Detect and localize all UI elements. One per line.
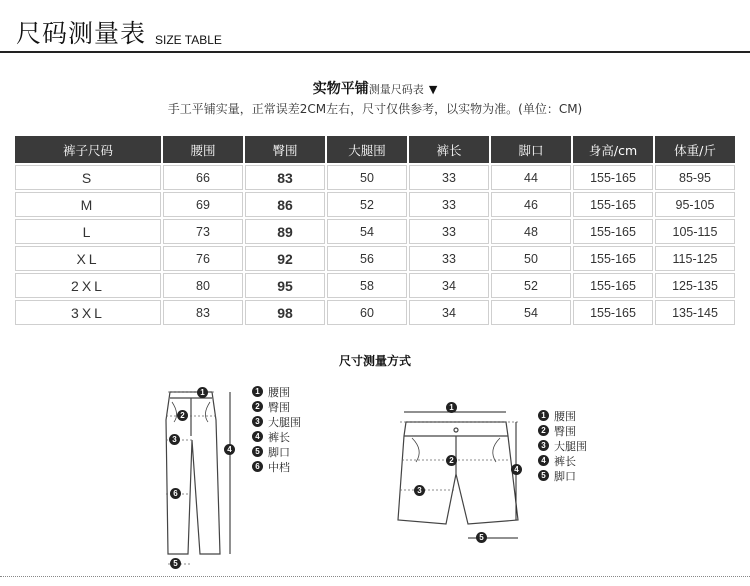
legend-item: 2 臀围 bbox=[538, 423, 587, 438]
cell-size: S bbox=[15, 165, 161, 190]
cell-waist: 83 bbox=[163, 300, 243, 325]
cell-height: 155-165 bbox=[573, 165, 653, 190]
pants-marker-5: 5 bbox=[170, 558, 181, 569]
legend-item: 4 裤长 bbox=[538, 453, 587, 468]
header-hem: 脚口 bbox=[491, 136, 571, 163]
cell-length: 33 bbox=[409, 219, 489, 244]
legend-item: 5 脚口 bbox=[252, 444, 301, 459]
cell-hem: 44 bbox=[491, 165, 571, 190]
number-5-icon: 5 bbox=[538, 470, 549, 481]
legend-item: 1 腰围 bbox=[252, 384, 301, 399]
section-title bbox=[0, 78, 750, 98]
legend-item: 3 大腿围 bbox=[252, 414, 301, 429]
header-divider bbox=[0, 51, 750, 53]
cell-thigh: 56 bbox=[327, 246, 407, 271]
cell-size: L bbox=[15, 219, 161, 244]
cell-size: 3XL bbox=[15, 300, 161, 325]
cell-waist: 80 bbox=[163, 273, 243, 298]
section-title-small: 测量尺码表 bbox=[368, 83, 424, 96]
pants-marker-3: 3 bbox=[169, 434, 180, 445]
number-6-icon: 6 bbox=[252, 461, 263, 472]
down-triangle-icon: ▼ bbox=[428, 83, 438, 96]
bottom-divider bbox=[0, 576, 750, 577]
cell-length: 34 bbox=[409, 300, 489, 325]
cell-weight: 125-135 bbox=[655, 273, 735, 298]
page-header bbox=[0, 0, 750, 52]
cell-height: 155-165 bbox=[573, 219, 653, 244]
pants-legend bbox=[252, 384, 301, 474]
number-2-icon: 2 bbox=[538, 425, 549, 436]
table-row bbox=[15, 219, 735, 244]
cell-hip: 98 bbox=[245, 300, 325, 325]
cell-hem: 54 bbox=[491, 300, 571, 325]
cell-weight: 95-105 bbox=[655, 192, 735, 217]
header-thigh: 大腿围 bbox=[327, 136, 407, 163]
number-4-icon: 4 bbox=[538, 455, 549, 466]
cell-weight: 85-95 bbox=[655, 165, 735, 190]
cell-thigh: 58 bbox=[327, 273, 407, 298]
cell-length: 34 bbox=[409, 273, 489, 298]
table-row bbox=[15, 246, 735, 271]
cell-height: 155-165 bbox=[573, 300, 653, 325]
cell-waist: 73 bbox=[163, 219, 243, 244]
number-1-icon: 1 bbox=[538, 410, 549, 421]
shorts-marker-3: 3 bbox=[414, 485, 425, 496]
cell-thigh: 50 bbox=[327, 165, 407, 190]
cell-weight: 135-145 bbox=[655, 300, 735, 325]
cell-waist: 76 bbox=[163, 246, 243, 271]
measurement-note: 手工平铺实量，正常误差2CM左右，尺寸仅供参考，以实物为准。(单位：CM) bbox=[167, 102, 583, 116]
header-weight: 体重/斤 bbox=[655, 136, 735, 163]
header-hip: 臀围 bbox=[245, 136, 325, 163]
shorts-marker-4: 4 bbox=[511, 464, 522, 475]
shorts-legend bbox=[538, 408, 587, 483]
table-row bbox=[15, 300, 735, 325]
cell-weight: 105-115 bbox=[655, 219, 735, 244]
number-3-icon: 3 bbox=[538, 440, 549, 451]
legend-item: 2 臀围 bbox=[252, 399, 301, 414]
header-height: 身高/cm bbox=[573, 136, 653, 163]
size-table bbox=[13, 134, 737, 327]
cell-hip: 89 bbox=[245, 219, 325, 244]
number-5-icon: 5 bbox=[252, 446, 263, 457]
page-title: 尺码测量表 bbox=[16, 19, 147, 48]
cell-waist: 66 bbox=[163, 165, 243, 190]
cell-hip: 95 bbox=[245, 273, 325, 298]
cell-thigh: 52 bbox=[327, 192, 407, 217]
pants-marker-1: 1 bbox=[197, 387, 208, 398]
cell-height: 155-165 bbox=[573, 273, 653, 298]
legend-item: 1 腰围 bbox=[538, 408, 587, 423]
cell-height: 155-165 bbox=[573, 192, 653, 217]
diagram-title: 尺寸测量方式 bbox=[338, 354, 411, 368]
legend-item: 5 脚口 bbox=[538, 468, 587, 483]
header-length: 裤长 bbox=[409, 136, 489, 163]
shorts-marker-2: 2 bbox=[446, 455, 457, 466]
number-1-icon: 1 bbox=[252, 386, 263, 397]
cell-size: M bbox=[15, 192, 161, 217]
legend-item: 4 裤长 bbox=[252, 429, 301, 444]
table-header-row bbox=[15, 136, 735, 163]
cell-hip: 92 bbox=[245, 246, 325, 271]
cell-hem: 50 bbox=[491, 246, 571, 271]
cell-thigh: 54 bbox=[327, 219, 407, 244]
cell-length: 33 bbox=[409, 246, 489, 271]
cell-hip: 86 bbox=[245, 192, 325, 217]
header-waist: 腰围 bbox=[163, 136, 243, 163]
cell-length: 33 bbox=[409, 192, 489, 217]
pants-marker-4: 4 bbox=[224, 444, 235, 455]
legend-item: 6 中档 bbox=[252, 459, 301, 474]
number-2-icon: 2 bbox=[252, 401, 263, 412]
header-size: 裤子尺码 bbox=[15, 136, 161, 163]
cell-size: 2XL bbox=[15, 273, 161, 298]
pants-diagram bbox=[150, 378, 250, 574]
shorts-marker-1: 1 bbox=[446, 402, 457, 413]
pants-marker-2: 2 bbox=[177, 410, 188, 421]
cell-hip: 83 bbox=[245, 165, 325, 190]
legend-item: 3 大腿围 bbox=[538, 438, 587, 453]
section-title-main: 实物平铺 bbox=[312, 81, 369, 97]
table-row bbox=[15, 192, 735, 217]
cell-height: 155-165 bbox=[573, 246, 653, 271]
page-subtitle: SIZE TABLE bbox=[155, 33, 222, 47]
cell-hem: 52 bbox=[491, 273, 571, 298]
cell-hem: 46 bbox=[491, 192, 571, 217]
cell-length: 33 bbox=[409, 165, 489, 190]
cell-hem: 48 bbox=[491, 219, 571, 244]
shorts-marker-5: 5 bbox=[476, 532, 487, 543]
number-3-icon: 3 bbox=[252, 416, 263, 427]
pants-marker-6: 6 bbox=[170, 488, 181, 499]
cell-weight: 115-125 bbox=[655, 246, 735, 271]
table-row bbox=[15, 273, 735, 298]
shorts-diagram bbox=[390, 402, 530, 552]
cell-size: XL bbox=[15, 246, 161, 271]
table-row bbox=[15, 165, 735, 190]
cell-waist: 69 bbox=[163, 192, 243, 217]
number-4-icon: 4 bbox=[252, 431, 263, 442]
cell-thigh: 60 bbox=[327, 300, 407, 325]
